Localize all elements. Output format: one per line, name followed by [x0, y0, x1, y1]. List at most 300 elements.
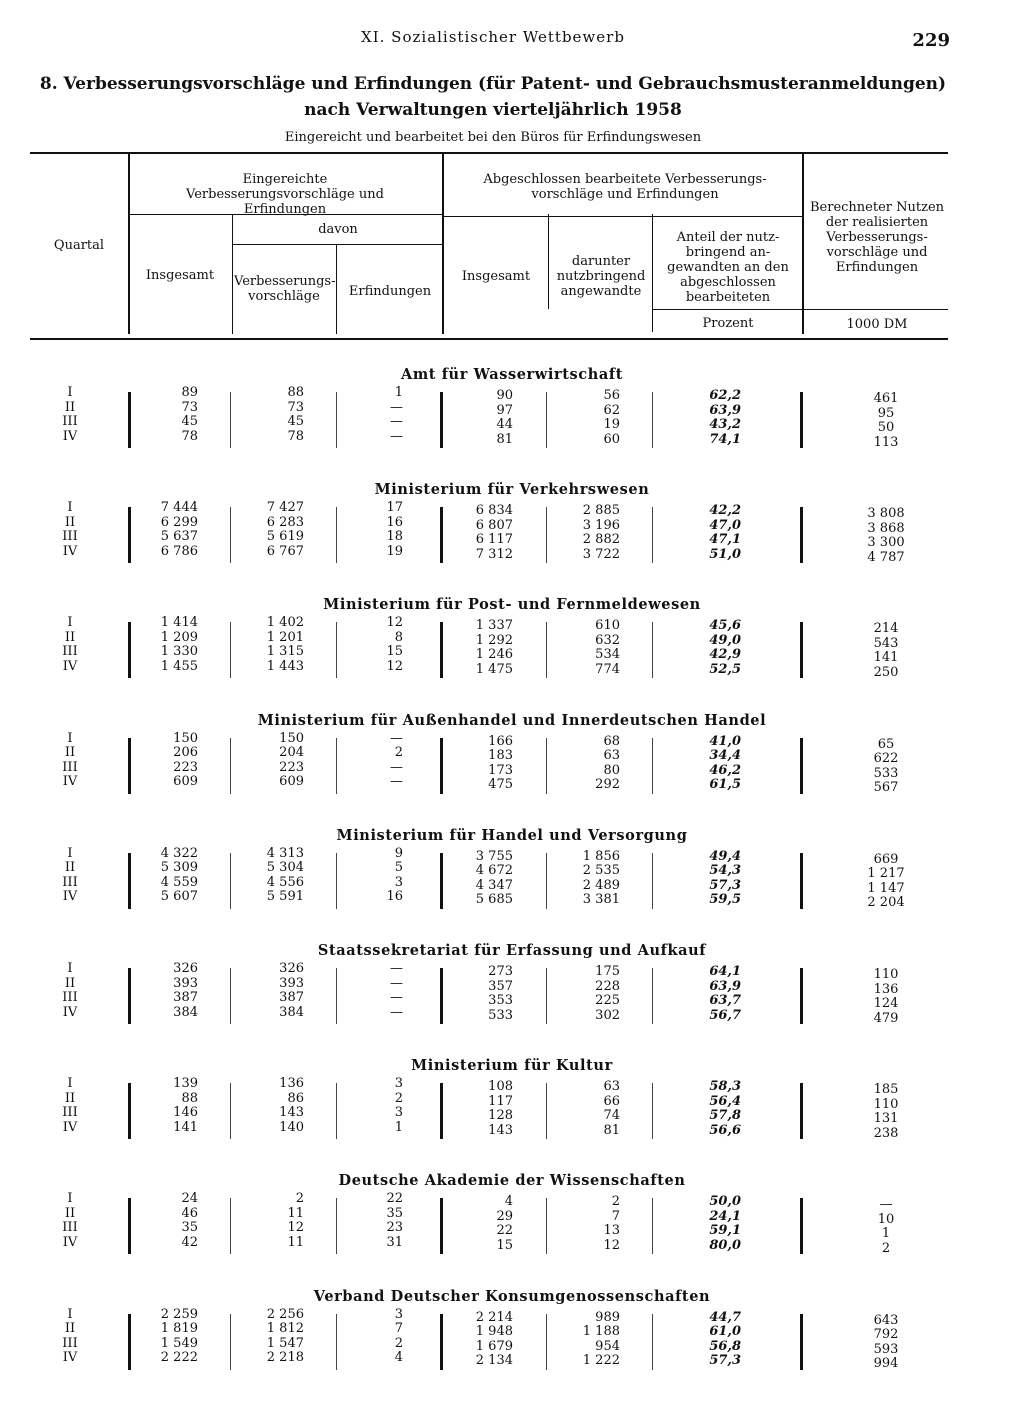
- cell-insgesamt: 2 222: [160, 1350, 198, 1366]
- cell-quartal: III: [62, 759, 78, 775]
- cell-nutzbringend: 3 722: [582, 546, 620, 562]
- table-row: [0, 1234, 1024, 1256]
- table-row: [0, 1205, 1024, 1227]
- cell-nutzen-1000-dm: 792: [873, 1327, 899, 1343]
- cell-insgesamt: 88: [181, 1090, 198, 1106]
- section-rows: [0, 730, 1024, 796]
- cell-anteil-prozent: 59,5: [709, 892, 741, 908]
- cell-nutzbringend: 7: [611, 1208, 620, 1224]
- cell-insgesamt: 1 819: [160, 1321, 198, 1337]
- section-title: Deutsche Akademie der Wissenschaften: [338, 1172, 686, 1190]
- cell-nutzen-1000-dm: 533: [873, 765, 899, 781]
- cell-quartal: II: [64, 629, 76, 645]
- divider: [442, 216, 802, 217]
- cell-anteil-prozent: 56,6: [709, 1122, 741, 1138]
- cell-abgeschlossen-insgesamt: 357: [488, 978, 513, 994]
- cell-nutzbringend: 2: [611, 1194, 620, 1210]
- cell-anteil-prozent: 24,1: [709, 1208, 741, 1224]
- cell-verbesserungsvorschlaege: 326: [279, 961, 304, 976]
- cell-insgesamt: 42: [181, 1234, 198, 1250]
- cell-abgeschlossen-insgesamt: 7 312: [475, 546, 513, 562]
- cell-insgesamt: 5 607: [160, 889, 198, 905]
- cell-anteil-prozent: 63,9: [709, 978, 741, 994]
- cell-abgeschlossen-insgesamt: 143: [488, 1122, 513, 1138]
- cell-verbesserungsvorschlaege: 2: [295, 1191, 304, 1207]
- cell-nutzbringend: 534: [595, 647, 620, 663]
- cell-nutzen-1000-dm: 669: [873, 851, 899, 867]
- cell-abgeschlossen-insgesamt: 1 337: [475, 618, 513, 634]
- section-title: Verband Deutscher Konsumgenossenschaften: [313, 1287, 711, 1305]
- cell-verbesserungsvorschlaege: 12: [287, 1220, 304, 1236]
- cell-nutzen-1000-dm: 113: [873, 434, 899, 450]
- cell-nutzbringend: 2 882: [582, 532, 620, 548]
- table-row: [0, 730, 1024, 752]
- cell-nutzen-1000-dm: 110: [873, 1096, 899, 1112]
- cell-abgeschlossen-insgesamt: 97: [496, 402, 513, 418]
- cell-quartal: III: [62, 874, 78, 890]
- cell-nutzen-1000-dm: 2 204: [867, 895, 905, 911]
- cell-nutzbringend: 3 381: [582, 892, 620, 908]
- cell-nutzbringend: 62: [603, 402, 620, 418]
- cell-nutzbringend: 292: [595, 777, 620, 793]
- cell-nutzen-1000-dm: 110: [873, 967, 899, 982]
- cell-quartal: II: [64, 1205, 76, 1221]
- cell-verbesserungsvorschlaege: 2 218: [266, 1350, 304, 1366]
- cell-quartal: III: [62, 1220, 78, 1236]
- cell-anteil-prozent: 45,6: [709, 618, 741, 634]
- cell-nutzbringend: 225: [595, 993, 620, 1008]
- cell-nutzbringend: 774: [595, 661, 620, 677]
- divider: [802, 309, 948, 310]
- cell-erfindungen: 3: [394, 1306, 403, 1322]
- cell-insgesamt: 35: [181, 1220, 198, 1236]
- cell-quartal: IV: [62, 1234, 78, 1250]
- cell-insgesamt: 2 259: [160, 1306, 198, 1322]
- cell-erfindungen: 15: [386, 644, 403, 660]
- cell-verbesserungsvorschlaege: 2 256: [266, 1306, 304, 1322]
- cell-nutzen-1000-dm: 2: [881, 1240, 891, 1256]
- table-row: [0, 1306, 1024, 1328]
- cell-erfindungen: —: [390, 428, 403, 444]
- cell-nutzbringend: 19: [603, 417, 620, 432]
- cell-anteil-prozent: 44,7: [709, 1309, 741, 1325]
- cell-quartal: IV: [62, 428, 78, 444]
- cell-verbesserungsvorschlaege: 4 313: [266, 845, 304, 861]
- cell-abgeschlossen-insgesamt: 108: [488, 1079, 513, 1095]
- cell-anteil-prozent: 34,4: [709, 748, 741, 764]
- cell-nutzbringend: 63: [603, 748, 620, 764]
- cell-nutzbringend: 63: [603, 1079, 620, 1095]
- cell-verbesserungsvorschlaege: 1 201: [266, 629, 304, 645]
- cell-insgesamt: 1 549: [160, 1335, 198, 1351]
- cell-verbesserungsvorschlaege: 143: [279, 1105, 304, 1121]
- cell-insgesamt: 1 209: [160, 629, 198, 645]
- cell-quartal: II: [64, 975, 76, 991]
- table-subtitle: Eingereicht und bearbeitet bei den Büros für Erfindungswesen: [284, 130, 702, 145]
- cell-insgesamt: 141: [173, 1119, 198, 1135]
- cell-quartal: IV: [62, 1119, 78, 1135]
- cell-nutzen-1000-dm: 214: [873, 621, 899, 637]
- cell-erfindungen: 3: [394, 874, 403, 890]
- cell-insgesamt: 150: [173, 730, 198, 746]
- cell-nutzbringend: 2 489: [582, 877, 620, 893]
- cell-verbesserungsvorschlaege: 73: [287, 399, 304, 415]
- cell-erfindungen: 9: [394, 845, 403, 861]
- cell-quartal: III: [62, 990, 78, 1005]
- cell-insgesamt: 393: [173, 975, 198, 991]
- cell-insgesamt: 78: [181, 428, 198, 444]
- section-rows: [0, 1306, 1024, 1372]
- cell-erfindungen: 22: [386, 1191, 403, 1207]
- section-title: Ministerium für Kultur: [411, 1057, 613, 1075]
- cell-erfindungen: 12: [386, 615, 403, 631]
- cell-erfindungen: —: [390, 990, 403, 1005]
- cell-quartal: II: [64, 514, 76, 530]
- table-row: [0, 961, 1024, 982]
- table-row: [0, 1004, 1024, 1026]
- cell-abgeschlossen-insgesamt: 128: [488, 1108, 513, 1124]
- section-rows: [0, 615, 1024, 680]
- cell-quartal: II: [64, 1321, 76, 1337]
- cell-anteil-prozent: 50,0: [709, 1194, 741, 1210]
- cell-nutzen-1000-dm: 567: [873, 780, 899, 796]
- cell-insgesamt: 1 330: [160, 644, 198, 660]
- section-rows: [0, 385, 1024, 450]
- cell-nutzen-1000-dm: 1 147: [867, 880, 905, 896]
- cell-quartal: IV: [62, 1350, 78, 1366]
- section-title: Staatssekretariat für Erfassung und Aufkauf: [317, 942, 707, 959]
- cell-erfindungen: 1: [394, 1119, 403, 1135]
- cell-verbesserungsvorschlaege: 384: [279, 1004, 304, 1020]
- cell-abgeschlossen-insgesamt: 4: [504, 1194, 513, 1210]
- cell-quartal: I: [67, 1191, 73, 1207]
- divider: [336, 244, 337, 334]
- cell-verbesserungsvorschlaege: 5 591: [266, 889, 304, 905]
- cell-verbesserungsvorschlaege: 1 812: [266, 1321, 304, 1337]
- cell-erfindungen: —: [390, 414, 403, 429]
- cell-erfindungen: 12: [386, 658, 403, 674]
- cell-quartal: I: [67, 961, 73, 976]
- cell-insgesamt: 73: [181, 399, 198, 415]
- table-header: [30, 152, 948, 340]
- cell-nutzbringend: 2 885: [582, 503, 620, 519]
- col-erfindungen: Erfindungen: [348, 284, 432, 299]
- cell-abgeschlossen-insgesamt: 1 292: [475, 632, 513, 648]
- section-rows: [0, 1076, 1024, 1141]
- divider: [232, 214, 233, 334]
- cell-nutzen-1000-dm: 593: [873, 1341, 899, 1357]
- cell-abgeschlossen-insgesamt: 1 948: [475, 1324, 513, 1340]
- cell-anteil-prozent: 63,9: [709, 402, 741, 418]
- cell-anteil-prozent: 56,8: [709, 1338, 741, 1354]
- cell-nutzen-1000-dm: 250: [873, 664, 899, 680]
- section-rows: [0, 1191, 1024, 1256]
- cell-nutzen-1000-dm: 3 300: [867, 535, 905, 551]
- cell-verbesserungsvorschlaege: 4 556: [266, 874, 304, 890]
- cell-nutzen-1000-dm: 4 787: [867, 549, 905, 565]
- table-row: [0, 845, 1024, 867]
- cell-quartal: I: [67, 730, 73, 746]
- cell-anteil-prozent: 57,3: [709, 1353, 741, 1369]
- cell-erfindungen: —: [390, 730, 403, 746]
- cell-anteil-prozent: 61,5: [709, 777, 741, 793]
- cell-insgesamt: 609: [173, 774, 198, 790]
- cell-nutzen-1000-dm: 3 808: [867, 506, 905, 522]
- col-group-eingereicht: Eingereichte Verbesserungsvorschläge und Erfindungen: [186, 172, 384, 217]
- cell-erfindungen: 23: [386, 1220, 403, 1236]
- cell-insgesamt: 223: [173, 759, 198, 775]
- table-row: [0, 414, 1024, 435]
- divider: [128, 154, 130, 334]
- divider: [442, 154, 444, 334]
- cell-nutzen-1000-dm: 238: [873, 1125, 899, 1141]
- cell-nutzen-1000-dm: 1 217: [867, 866, 905, 882]
- cell-nutzen-1000-dm: 136: [873, 981, 899, 997]
- cell-quartal: I: [67, 1076, 73, 1092]
- cell-nutzbringend: 66: [603, 1093, 620, 1109]
- cell-nutzbringend: 989: [595, 1309, 620, 1325]
- cell-nutzbringend: 13: [603, 1223, 620, 1239]
- cell-insgesamt: 6 786: [160, 543, 198, 559]
- table-row: [0, 774, 1024, 796]
- cell-verbesserungsvorschlaege: 11: [287, 1234, 304, 1250]
- cell-erfindungen: 19: [386, 543, 403, 559]
- cell-anteil-prozent: 47,0: [709, 517, 741, 533]
- cell-abgeschlossen-insgesamt: 2 134: [475, 1353, 513, 1369]
- cell-verbesserungsvorschlaege: 88: [287, 385, 304, 400]
- table-row: [0, 990, 1024, 1011]
- col-quartal: Quartal: [53, 238, 105, 253]
- cell-quartal: II: [64, 1090, 76, 1106]
- page-number: 229: [912, 30, 950, 51]
- table-row: [0, 1350, 1024, 1372]
- cell-anteil-prozent: 62,2: [709, 388, 741, 403]
- cell-erfindungen: —: [390, 399, 403, 415]
- cell-verbesserungsvorschlaege: 1 547: [266, 1335, 304, 1351]
- cell-nutzen-1000-dm: 461: [873, 391, 899, 406]
- cell-insgesamt: 4 322: [160, 845, 198, 861]
- cell-abgeschlossen-insgesamt: 29: [496, 1208, 513, 1224]
- cell-anteil-prozent: 56,4: [709, 1093, 741, 1109]
- cell-insgesamt: 24: [181, 1191, 198, 1207]
- cell-nutzbringend: 302: [595, 1007, 620, 1023]
- cell-anteil-prozent: 59,1: [709, 1223, 741, 1239]
- cell-quartal: I: [67, 845, 73, 861]
- cell-abgeschlossen-insgesamt: 6 834: [475, 503, 513, 519]
- divider: [548, 214, 549, 309]
- section-title: Amt für Wasserwirtschaft: [400, 366, 623, 383]
- cell-verbesserungsvorschlaege: 7 427: [266, 500, 304, 516]
- cell-nutzbringend: 610: [595, 618, 620, 634]
- cell-verbesserungsvorschlaege: 1 402: [266, 615, 304, 631]
- cell-insgesamt: 5 309: [160, 860, 198, 876]
- cell-abgeschlossen-insgesamt: 5 685: [475, 892, 513, 908]
- cell-quartal: III: [62, 644, 78, 660]
- cell-erfindungen: 3: [394, 1105, 403, 1121]
- cell-quartal: III: [62, 414, 78, 429]
- cell-erfindungen: —: [390, 1004, 403, 1020]
- col-group-abgeschlossen: Abgeschlossen bearbeitete Verbesserungs-vorschläge und Erfindungen: [483, 172, 767, 202]
- table-row: [0, 428, 1024, 450]
- cell-abgeschlossen-insgesamt: 1 679: [475, 1338, 513, 1354]
- cell-insgesamt: 4 559: [160, 874, 198, 890]
- cell-quartal: III: [62, 1335, 78, 1351]
- section-title: Ministerium für Handel und Versorgung: [336, 826, 688, 844]
- cell-anteil-prozent: 80,0: [709, 1237, 741, 1253]
- cell-nutzen-1000-dm: —: [879, 1197, 893, 1213]
- table-title-line2: nach Verwaltungen vierteljährlich 1958: [304, 100, 682, 120]
- cell-erfindungen: 2: [394, 1335, 403, 1351]
- cell-verbesserungsvorschlaege: 6 767: [266, 543, 304, 559]
- cell-quartal: IV: [62, 543, 78, 559]
- cell-nutzen-1000-dm: 622: [873, 751, 899, 767]
- table-row: [0, 385, 1024, 406]
- cell-abgeschlossen-insgesamt: 353: [488, 993, 513, 1008]
- cell-anteil-prozent: 47,1: [709, 532, 741, 548]
- cell-insgesamt: 384: [173, 1004, 198, 1020]
- cell-abgeschlossen-insgesamt: 183: [488, 748, 513, 764]
- cell-quartal: II: [64, 860, 76, 876]
- section-rows: [0, 500, 1024, 565]
- cell-insgesamt: 7 444: [160, 500, 198, 516]
- cell-erfindungen: 17: [386, 500, 403, 516]
- cell-verbesserungsvorschlaege: 609: [279, 774, 304, 790]
- cell-erfindungen: 2: [394, 745, 403, 761]
- cell-abgeschlossen-insgesamt: 2 214: [475, 1309, 513, 1325]
- cell-erfindungen: 16: [386, 514, 403, 530]
- cell-insgesamt: 387: [173, 990, 198, 1005]
- divider: [232, 244, 442, 245]
- cell-quartal: I: [67, 500, 73, 516]
- col-darunter: darunter nutzbringend angewandte: [556, 254, 646, 299]
- cell-verbesserungsvorschlaege: 387: [279, 990, 304, 1005]
- cell-abgeschlossen-insgesamt: 22: [496, 1223, 513, 1239]
- cell-abgeschlossen-insgesamt: 273: [488, 964, 513, 979]
- cell-verbesserungsvorschlaege: 78: [287, 428, 304, 444]
- cell-insgesamt: 6 299: [160, 514, 198, 530]
- cell-quartal: IV: [62, 774, 78, 790]
- cell-nutzbringend: 1 856: [582, 848, 620, 864]
- cell-erfindungen: 18: [386, 529, 403, 545]
- cell-verbesserungsvorschlaege: 5 304: [266, 860, 304, 876]
- cell-nutzbringend: 81: [603, 1122, 620, 1138]
- cell-quartal: III: [62, 529, 78, 545]
- cell-quartal: II: [64, 745, 76, 761]
- table-row: [0, 975, 1024, 997]
- cell-nutzen-1000-dm: 124: [873, 996, 899, 1011]
- cell-nutzbringend: 228: [595, 978, 620, 994]
- cell-abgeschlossen-insgesamt: 4 672: [475, 863, 513, 879]
- cell-abgeschlossen-insgesamt: 173: [488, 762, 513, 778]
- cell-nutzbringend: 80: [603, 762, 620, 778]
- cell-nutzen-1000-dm: 95: [877, 405, 895, 421]
- col-anteil: Anteil der nutz-bringend an-gewandten an den abgeschlossen bearbeiteten: [667, 230, 789, 305]
- cell-abgeschlossen-insgesamt: 6 807: [475, 517, 513, 533]
- cell-anteil-prozent: 64,1: [709, 964, 741, 979]
- cell-nutzbringend: 1 188: [582, 1324, 620, 1340]
- cell-erfindungen: 7: [394, 1321, 403, 1337]
- col-nutzen: Berechneter Nutzen der realisierten Verbesserungs-vorschläge und Erfindungen: [809, 200, 945, 275]
- cell-verbesserungsvorschlaege: 1 443: [266, 658, 304, 674]
- cell-nutzbringend: 175: [595, 964, 620, 979]
- cell-anteil-prozent: 49,0: [709, 632, 741, 648]
- cell-nutzen-1000-dm: 643: [873, 1312, 899, 1328]
- cell-anteil-prozent: 41,0: [709, 733, 741, 749]
- cell-anteil-prozent: 56,7: [709, 1007, 741, 1023]
- cell-nutzbringend: 1 222: [582, 1353, 620, 1369]
- col-davon: davon: [318, 222, 358, 237]
- cell-nutzbringend: 56: [603, 388, 620, 403]
- cell-erfindungen: 5: [394, 860, 403, 876]
- cell-abgeschlossen-insgesamt: 44: [496, 417, 513, 432]
- cell-erfindungen: —: [390, 975, 403, 991]
- cell-abgeschlossen-insgesamt: 1 475: [475, 661, 513, 677]
- cell-erfindungen: 16: [386, 889, 403, 905]
- cell-erfindungen: 2: [394, 1090, 403, 1106]
- divider: [802, 154, 804, 334]
- cell-abgeschlossen-insgesamt: 117: [488, 1093, 513, 1109]
- cell-quartal: IV: [62, 889, 78, 905]
- section-title: Ministerium für Post- und Fernmeldewesen: [323, 596, 701, 614]
- table-row: [0, 399, 1024, 421]
- cell-abgeschlossen-insgesamt: 533: [488, 1007, 513, 1023]
- cell-nutzen-1000-dm: 141: [873, 650, 899, 666]
- cell-quartal: III: [62, 1105, 78, 1121]
- cell-nutzen-1000-dm: 1: [881, 1226, 891, 1242]
- cell-anteil-prozent: 63,7: [709, 993, 741, 1008]
- cell-verbesserungsvorschlaege: 393: [279, 975, 304, 991]
- cell-nutzen-1000-dm: 543: [873, 635, 899, 651]
- cell-nutzbringend: 68: [603, 733, 620, 749]
- section-rows: [0, 961, 1024, 1026]
- cell-nutzen-1000-dm: 994: [873, 1356, 899, 1372]
- cell-anteil-prozent: 57,8: [709, 1108, 741, 1124]
- cell-erfindungen: 3: [394, 1076, 403, 1092]
- cell-abgeschlossen-insgesamt: 1 246: [475, 647, 513, 663]
- cell-anteil-prozent: 42,9: [709, 647, 741, 663]
- cell-erfindungen: 35: [386, 1205, 403, 1221]
- cell-nutzen-1000-dm: 131: [873, 1111, 899, 1127]
- cell-erfindungen: 31: [386, 1234, 403, 1250]
- cell-quartal: IV: [62, 658, 78, 674]
- cell-verbesserungsvorschlaege: 6 283: [266, 514, 304, 530]
- cell-abgeschlossen-insgesamt: 3 755: [475, 848, 513, 864]
- cell-verbesserungsvorschlaege: 11: [287, 1205, 304, 1221]
- cell-quartal: I: [67, 1306, 73, 1322]
- table-row: [0, 889, 1024, 911]
- cell-erfindungen: 8: [394, 629, 403, 645]
- cell-verbesserungsvorschlaege: 136: [279, 1076, 304, 1092]
- cell-insgesamt: 326: [173, 961, 198, 976]
- cell-insgesamt: 45: [181, 414, 198, 429]
- cell-nutzbringend: 954: [595, 1338, 620, 1354]
- cell-anteil-prozent: 57,3: [709, 877, 741, 893]
- cell-quartal: IV: [62, 1004, 78, 1020]
- cell-verbesserungsvorschlaege: 45: [287, 414, 304, 429]
- cell-anteil-prozent: 74,1: [709, 431, 741, 447]
- cell-abgeschlossen-insgesamt: 6 117: [475, 532, 513, 548]
- cell-anteil-prozent: 51,0: [709, 546, 741, 562]
- cell-anteil-prozent: 46,2: [709, 762, 741, 778]
- col-insgesamt: Insgesamt: [145, 268, 215, 283]
- cell-abgeschlossen-insgesamt: 475: [488, 777, 513, 793]
- cell-insgesamt: 146: [173, 1105, 198, 1121]
- cell-insgesamt: 139: [173, 1076, 198, 1092]
- cell-quartal: II: [64, 399, 76, 415]
- cell-nutzbringend: 12: [603, 1237, 620, 1253]
- cell-abgeschlossen-insgesamt: 81: [496, 431, 513, 447]
- cell-anteil-prozent: 54,3: [709, 863, 741, 879]
